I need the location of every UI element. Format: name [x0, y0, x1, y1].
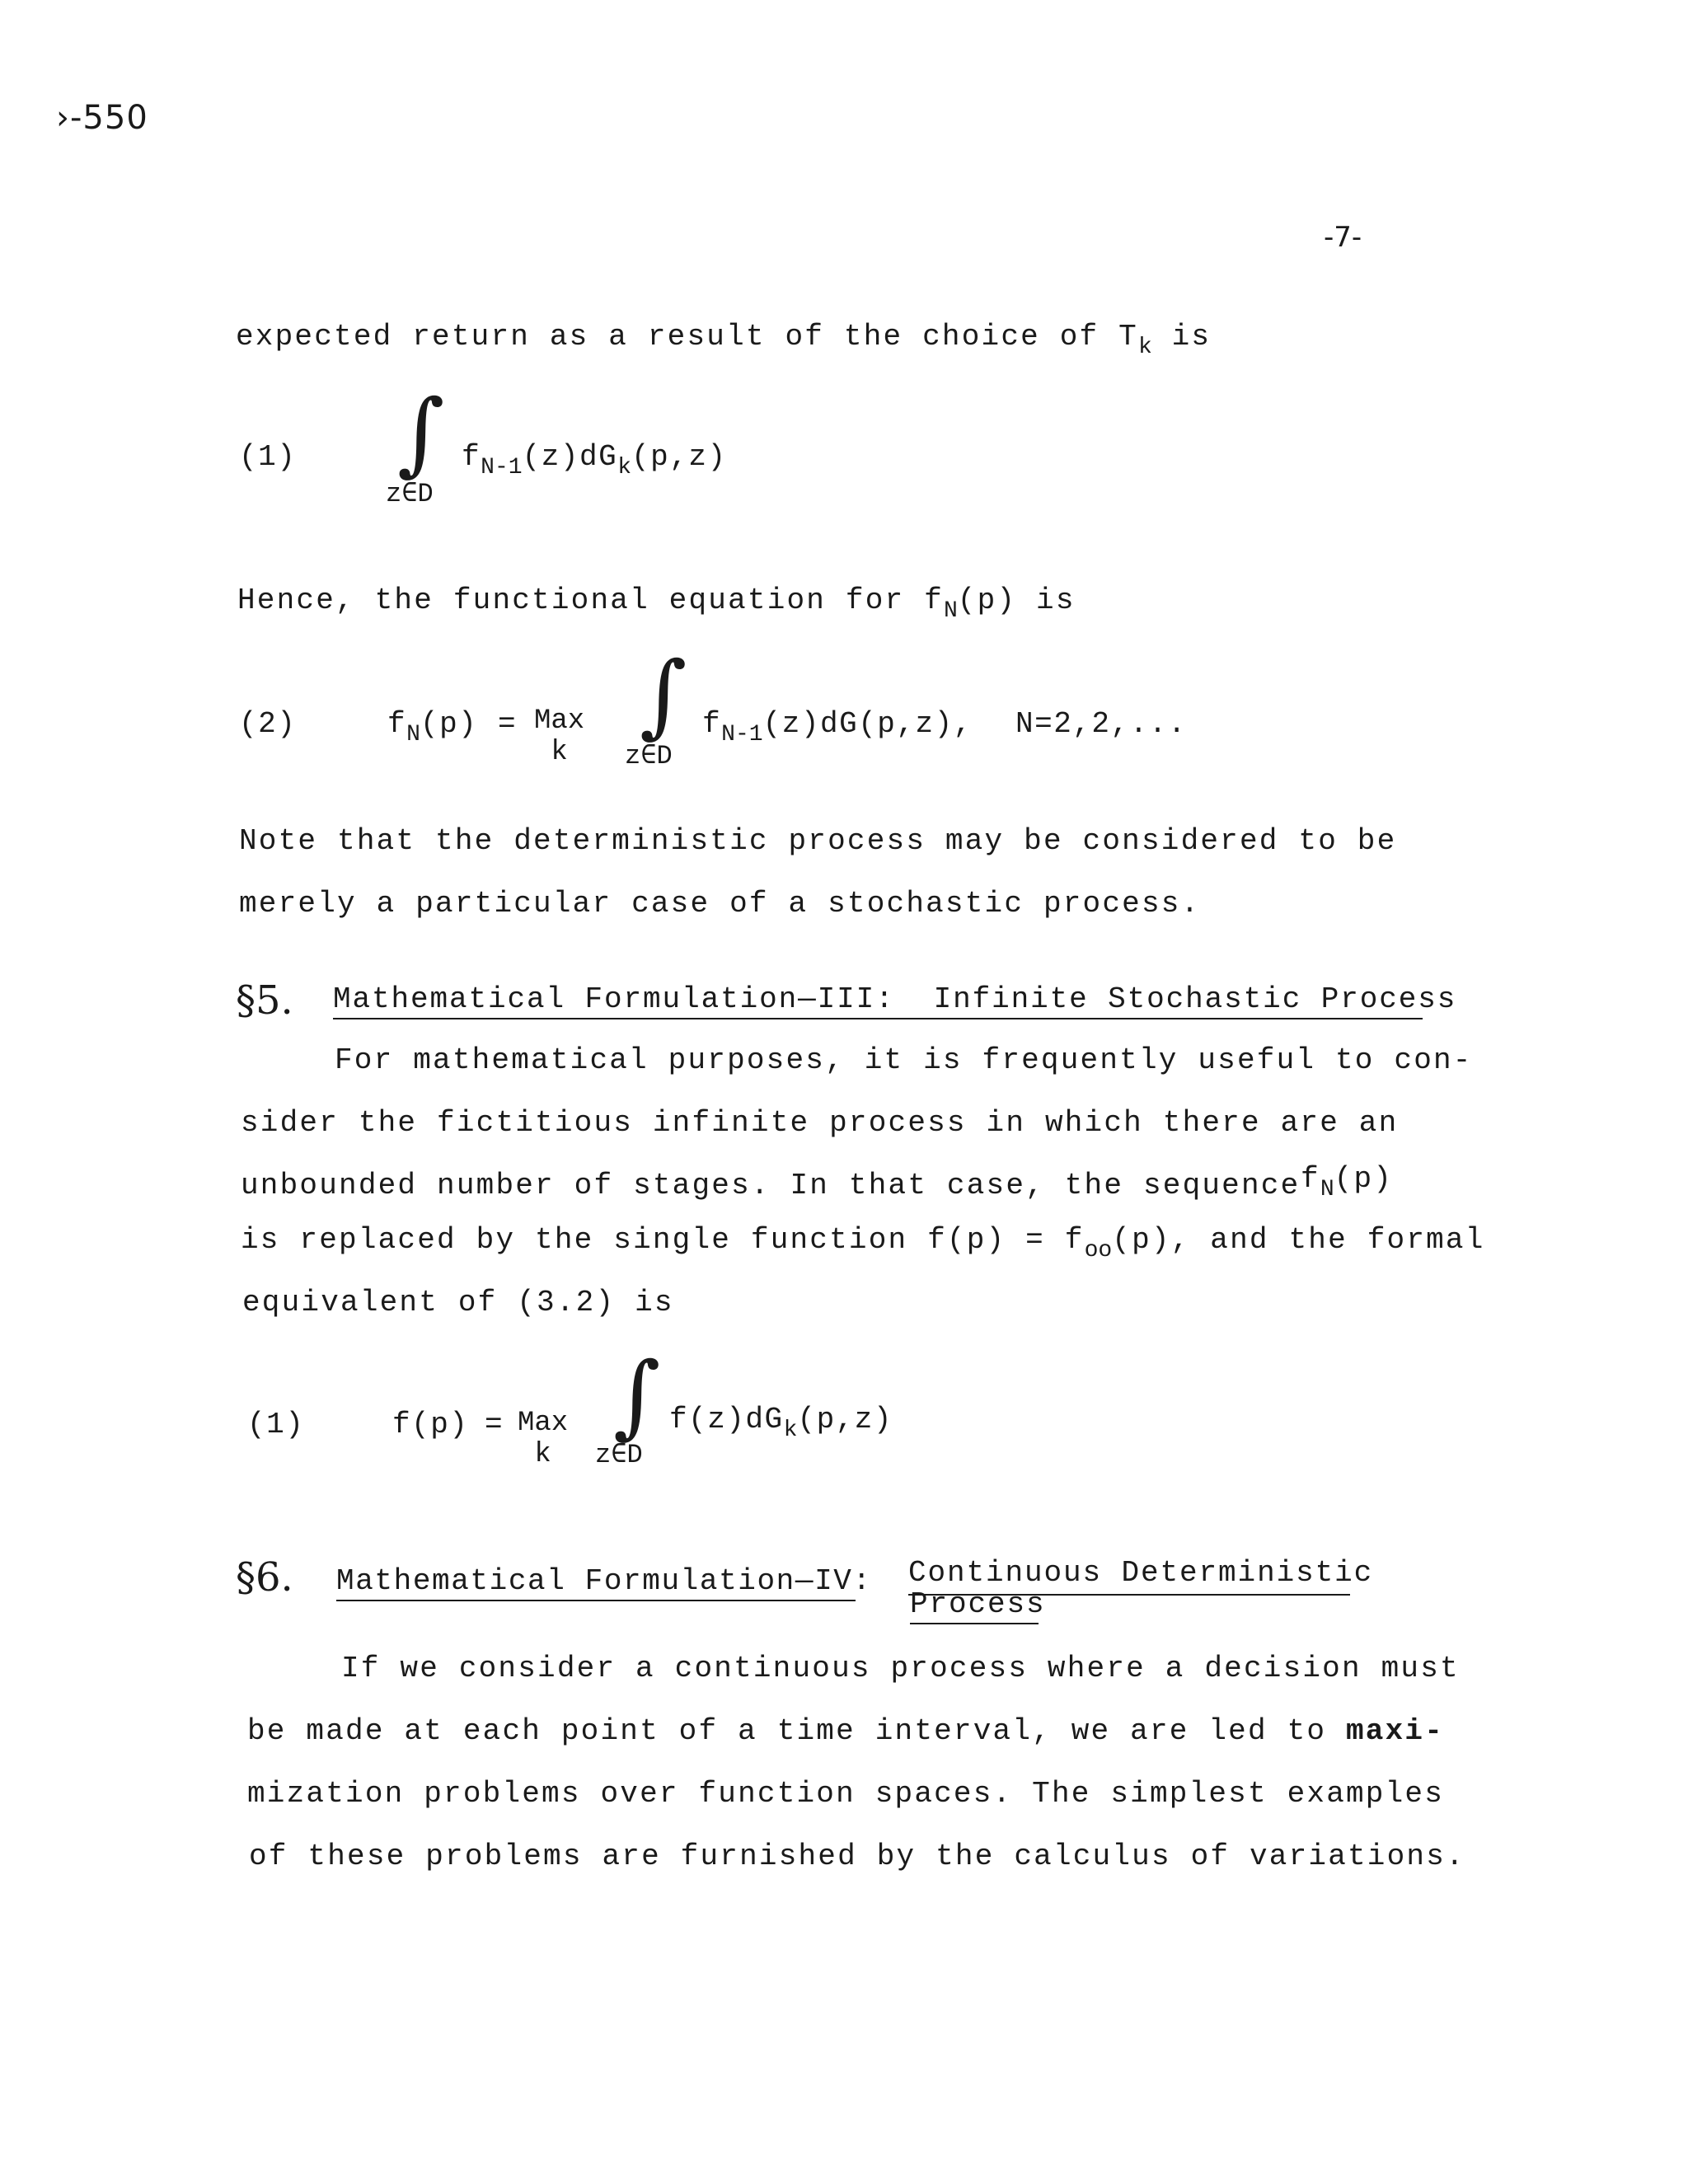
paragraph-note-line-1: Note that the deterministic process may be considered to be	[239, 824, 1397, 858]
eq1-f: f	[462, 440, 481, 474]
line3-subscript: N	[1320, 1176, 1334, 1202]
eq3-rest: f(z)dG	[669, 1403, 784, 1436]
integral-limit: z∈D	[595, 1440, 643, 1470]
eq1-g-subscript: k	[617, 454, 632, 480]
eq2-f-subscript: N	[406, 721, 420, 748]
eq3-args: (p,z)	[797, 1403, 893, 1436]
line2-text: be made at each point of a time interval, we are led to	[247, 1714, 1346, 1748]
equation-3-label: (1)	[247, 1408, 305, 1441]
intro-subscript: k	[1137, 334, 1152, 360]
section-5-title	[333, 982, 1457, 1019]
line2-emphasis: maxi-	[1346, 1714, 1445, 1748]
section-5-title-b: Infinite Stochastic Process	[933, 982, 1457, 1016]
paragraph-functional-equation	[237, 583, 1076, 624]
intro-text-end: is	[1151, 320, 1212, 354]
paragraph-infinite-line-3: unbounded number of stages. In that case, the sequence	[241, 1169, 1301, 1202]
p2-subscript: N	[943, 598, 958, 624]
page-number: -7-	[1324, 221, 1362, 254]
equation-2-label: (2)	[239, 707, 297, 741]
p2-text-end: (p) is	[957, 583, 1076, 617]
max-operator	[518, 1409, 568, 1469]
equation-3-body	[669, 1403, 893, 1443]
equation-2-lhs	[387, 707, 477, 748]
line4-text: is replaced by the single function f(p) = f	[241, 1223, 1085, 1257]
integral-limit: z∈D	[625, 741, 673, 771]
integral-sign: ∫	[640, 642, 687, 748]
max-subscript: k	[551, 737, 568, 768]
equation-3-lhs: f(p)	[392, 1408, 469, 1441]
equation-2-equals: =	[498, 707, 518, 741]
paragraph-continuous-line-4: of these problems are furnished by the calculus of variations.	[249, 1840, 1465, 1873]
eq1-args: (p,z)	[631, 440, 727, 474]
line3-arg: (p)	[1334, 1162, 1394, 1196]
line4-subscript: oo	[1084, 1237, 1113, 1263]
paragraph-continuous-line-2	[247, 1714, 1444, 1748]
paragraph-intro	[236, 320, 1211, 360]
eq2-arg: (p)	[420, 707, 478, 741]
paragraph-infinite-line-3-fn	[1301, 1162, 1393, 1202]
line4-text-end: (p), and the formal	[1112, 1223, 1485, 1257]
line3-f: f	[1301, 1162, 1320, 1196]
eq2-f: f	[387, 707, 407, 741]
intro-text: expected return as a result of the choice of T	[236, 320, 1138, 354]
equation-2-body	[702, 707, 973, 748]
integral-limit: z∈D	[386, 479, 434, 509]
paragraph-infinite-line-2: sider the fictitious infinite process in which there are an	[241, 1106, 1399, 1140]
max-label: Max	[534, 705, 585, 737]
paragraph-infinite-line-5: equivalent of (3.2) is	[242, 1286, 674, 1319]
equation-1-label: (1)	[239, 440, 297, 474]
max-subscript: k	[534, 1439, 551, 1470]
p2-text: Hence, the functional equation for f	[237, 583, 944, 617]
max-operator	[534, 707, 584, 766]
section-5-title-a: Mathematical Formulation—III:	[333, 982, 895, 1016]
eq2-g: f	[702, 707, 722, 741]
paragraph-continuous-line-1: If we consider a continuous process where a decision must	[341, 1652, 1460, 1685]
paragraph-note-line-2: merely a particular case of a stochastic process.	[239, 887, 1201, 921]
paragraph-infinite-line-4	[241, 1223, 1485, 1263]
eq2-g-subscript: N-1	[721, 721, 763, 748]
equation-3-equals: =	[485, 1408, 504, 1441]
section-6-title-b2: Process	[910, 1587, 1039, 1624]
section-5-symbol: §5.	[236, 977, 293, 1024]
max-label: Max	[518, 1408, 569, 1439]
section-6-title-a: Mathematical Formulation—IV:	[336, 1564, 856, 1601]
eq1-rest: (z)dG	[522, 440, 618, 474]
section-6-title-b1: Continuous Deterministic	[908, 1556, 1374, 1590]
equation-1-body	[462, 440, 727, 480]
eq2-rest: (z)dG(p,z),	[762, 707, 973, 741]
eq1-f-subscript: N-1	[481, 454, 523, 480]
paragraph-continuous-line-3: mization problems over function spaces. The simplest examples	[247, 1777, 1445, 1811]
equation-2-range: N=2,2,...	[1015, 707, 1187, 741]
paragraph-infinite-line-1: For mathematical purposes, it is frequently useful to con-	[335, 1043, 1473, 1077]
document-id: ›-550	[56, 99, 148, 137]
integral-sign: ∫	[397, 380, 445, 485]
integral-sign: ∫	[613, 1343, 661, 1448]
section-6-symbol: §6.	[236, 1554, 293, 1601]
eq3-g-subscript: k	[783, 1417, 798, 1443]
